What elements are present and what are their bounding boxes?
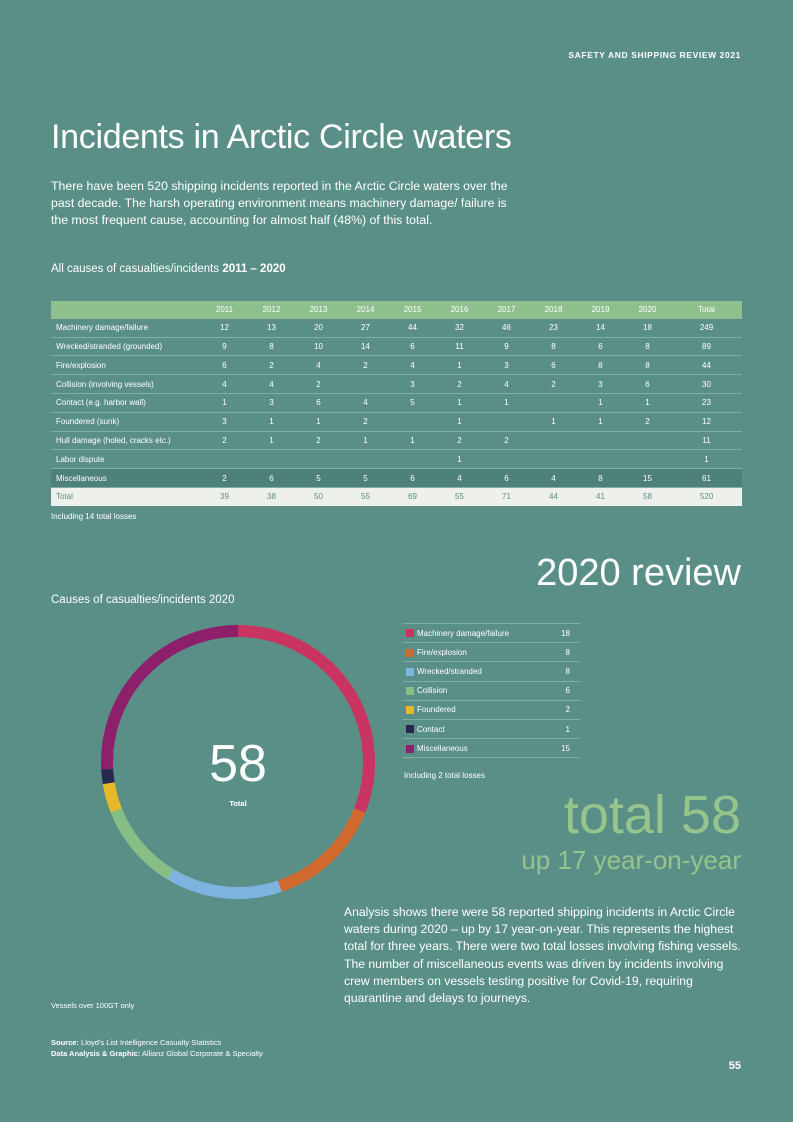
table-cell: 4: [551, 473, 556, 483]
donut-slice: [107, 769, 109, 783]
table-row: [51, 356, 742, 375]
table-cell: 1: [704, 454, 709, 464]
total-row-label: Total: [56, 492, 73, 502]
table-cell: 3: [598, 379, 603, 389]
table-cell: 11: [455, 341, 464, 351]
table-cell: 2: [363, 360, 368, 370]
table-cell: 30: [702, 379, 711, 389]
analysis-paragraph: Analysis shows there were 58 reported shipping incidents in Arctic Circle waters during 2020 – up by 17 year-on-year. This represents the highest total for three years. There were two total losses involving fishing vessels. The number of miscellaneous events was driven by incidents involving crew members on vessels testing positive for Covid-19, requiring quarantine and delays to journeys.: [344, 905, 741, 1006]
donut-slice: [280, 810, 360, 886]
table-cell: 6: [410, 341, 415, 351]
row-label: Contact (e.g. harbor wall): [56, 398, 146, 408]
column-header: 2014: [356, 305, 375, 315]
table-cell: 44: [702, 360, 711, 370]
page-number: 55: [728, 1060, 741, 1072]
table-cell: [295, 450, 342, 469]
table-cell: 6: [504, 473, 509, 483]
table-cell: 1: [598, 417, 603, 427]
table-cell: 2: [316, 435, 321, 445]
legend-label: Foundered: [417, 700, 552, 719]
source-line: [51, 1037, 263, 1048]
total-cell: 44: [549, 492, 558, 502]
legend-swatch-cell: [403, 700, 417, 719]
table-cell: 8: [645, 341, 650, 351]
legend-item: [403, 719, 580, 738]
table-cell: [342, 375, 389, 394]
legend-swatch-cell: [403, 681, 417, 700]
header-tag: SAFETY AND SHIPPING REVIEW 2021: [568, 50, 741, 60]
table-cell: [389, 412, 436, 431]
legend-swatch: [406, 745, 414, 753]
legend-swatch-cell: [403, 739, 417, 758]
column-header: 2019: [591, 305, 610, 315]
legend-item: [403, 681, 580, 700]
casualties-table: [51, 301, 742, 506]
table-cell: [530, 393, 577, 412]
table-cell: 1: [410, 435, 415, 445]
table-cell: 4: [410, 360, 415, 370]
total-cell: 55: [361, 492, 370, 502]
table-title: [51, 263, 286, 275]
table-cell: 1: [598, 398, 603, 408]
table-cell: 23: [549, 323, 558, 333]
table-cell: 1: [645, 398, 650, 408]
column-header: 2018: [544, 305, 563, 315]
legend-value: 18: [552, 624, 580, 643]
page-title: Incidents in Arctic Circle waters: [51, 118, 512, 156]
table-cell: 2: [504, 435, 509, 445]
table-cell: 1: [457, 360, 462, 370]
table-cell: 1: [316, 417, 321, 427]
total-cell: 58: [643, 492, 652, 502]
table-cell: 46: [502, 323, 511, 333]
legend-swatch: [406, 706, 414, 714]
total-cell: 71: [502, 492, 511, 502]
table-cell: 1: [457, 454, 462, 464]
table-cell: 1: [363, 435, 368, 445]
source-label: Source:: [51, 1038, 79, 1047]
legend-item: [403, 700, 580, 719]
table-cell: 8: [598, 473, 603, 483]
table-cell: 6: [222, 360, 227, 370]
column-header: 2012: [262, 305, 281, 315]
row-label: Machinery damage/failure: [56, 323, 149, 333]
column-header-label: [51, 301, 201, 319]
table-cell: 6: [316, 398, 321, 408]
total-cell: 38: [267, 492, 276, 502]
legend-label: Contact: [417, 719, 552, 738]
table-row: [51, 393, 742, 412]
legend-value: 15: [552, 739, 580, 758]
table-row: [51, 450, 742, 469]
table-cell: [530, 431, 577, 450]
column-header: 2016: [450, 305, 469, 315]
table-cell: [483, 450, 530, 469]
table-cell: 4: [504, 379, 509, 389]
analysis-credit-label: Data Analysis & Graphic:: [51, 1049, 141, 1058]
table-cell: 6: [410, 473, 415, 483]
legend-label: Machinery damage/failure: [417, 624, 552, 643]
analysis-credit-line: [51, 1048, 263, 1059]
column-header: 2011: [215, 305, 234, 315]
table-cell: 6: [551, 360, 556, 370]
total-cell: 55: [455, 492, 464, 502]
row-label: Foundered (sunk): [56, 417, 120, 427]
legend-value: 6: [552, 681, 580, 700]
table-cell: 2: [269, 360, 274, 370]
table-cell: 14: [596, 323, 605, 333]
legend-swatch: [406, 668, 414, 676]
table-cell: 15: [643, 473, 652, 483]
table-cell: 2: [222, 435, 227, 445]
intro-paragraph: There have been 520 shipping incidents reported in the Arctic Circle waters over the past decade. The harsh operating environment means machinery damage/ failure is the most frequent cause, accounting for almost half (48%) of this total.: [51, 179, 508, 227]
table-cell: 12: [220, 323, 229, 333]
legend-swatch: [406, 725, 414, 733]
table-cell: 3: [222, 417, 227, 427]
row-label: Wrecked/stranded (grounded): [56, 341, 163, 351]
source-text: Lloyd's List Intelligence Casualty Statistics: [78, 1038, 222, 1047]
row-label: Miscellaneous: [56, 473, 107, 483]
table-cell: 32: [455, 323, 464, 333]
row-label: Hull damage (holed, cracks etc.): [56, 435, 171, 445]
legend-item: [403, 739, 580, 758]
table-cell: 1: [457, 398, 462, 408]
table-cell: 8: [551, 341, 556, 351]
legend-value: 1: [552, 719, 580, 738]
table-cell: [248, 450, 295, 469]
legend-value: 8: [552, 643, 580, 662]
table-cell: 8: [645, 360, 650, 370]
table-cell: 2: [222, 473, 227, 483]
column-header: Total: [698, 305, 715, 315]
vessels-note: Vessels over 100GT only: [51, 1001, 135, 1010]
table-cell: 2: [645, 417, 650, 427]
table-cell: 11: [702, 435, 711, 445]
table-cell: 89: [702, 341, 711, 351]
table-cell: 12: [702, 417, 711, 427]
table-cell: 13: [267, 323, 276, 333]
table-cell: 10: [314, 341, 323, 351]
table-cell: 8: [269, 341, 274, 351]
table-cell: [342, 450, 389, 469]
legend-label: Fire/explosion: [417, 643, 552, 662]
table-cell: 249: [699, 323, 714, 333]
table-cell: 6: [645, 379, 650, 389]
legend-swatch-cell: [403, 624, 417, 643]
legend-swatch-cell: [403, 719, 417, 738]
table-row: [51, 337, 742, 356]
table-cell: 23: [702, 398, 711, 408]
legend-value: 8: [552, 662, 580, 681]
table-cell: 1: [457, 417, 462, 427]
legend-item: [403, 624, 580, 643]
legend-item: [403, 662, 580, 681]
table-cell: 4: [222, 379, 227, 389]
column-header: 2017: [497, 305, 516, 315]
table-header-row: [51, 301, 742, 319]
table-cell: 5: [316, 473, 321, 483]
table-cell: 6: [269, 473, 274, 483]
table-cell: 3: [269, 398, 274, 408]
table-cell: [577, 450, 624, 469]
table-cell: 1: [504, 398, 509, 408]
donut-slice: [116, 810, 170, 874]
table-cell: [389, 450, 436, 469]
table-cell: [624, 450, 671, 469]
big-total: total 58: [563, 785, 741, 845]
donut-slice: [170, 874, 279, 893]
donut-slice: [109, 783, 117, 810]
table-cell: [624, 431, 671, 450]
legend-swatch: [406, 649, 414, 657]
legend-swatch-cell: [403, 643, 417, 662]
total-cell: 69: [408, 492, 417, 502]
table-cell: 1: [269, 417, 274, 427]
table-cell: 27: [361, 323, 370, 333]
legend-label: Wrecked/stranded: [417, 662, 552, 681]
table-cell: 2: [551, 379, 556, 389]
table-cell: 14: [361, 341, 370, 351]
total-cell: 41: [596, 492, 605, 502]
table-cell: 1: [551, 417, 556, 427]
table-cell: 2: [316, 379, 321, 389]
legend-item: [403, 643, 580, 662]
table-cell: 9: [504, 341, 509, 351]
table-row: [51, 319, 742, 337]
legend-label: Collision: [417, 681, 552, 700]
table-cell: 3: [410, 379, 415, 389]
donut-chart-title: Causes of casualties/incidents 2020: [51, 594, 235, 606]
table-cell: 4: [363, 398, 368, 408]
table-cell: 5: [363, 473, 368, 483]
table-cell: 6: [598, 341, 603, 351]
review-title: 2020 review: [536, 552, 741, 594]
table-title-years: 2011 – 2020: [222, 263, 286, 275]
table-cell: 8: [598, 360, 603, 370]
total-cell: 520: [699, 492, 714, 502]
column-header: 2013: [309, 305, 328, 315]
table-row: [51, 412, 742, 431]
table-cell: 4: [457, 473, 462, 483]
total-cell: 39: [220, 492, 229, 502]
legend-value: 2: [552, 700, 580, 719]
table-total-row: [51, 487, 742, 505]
table-cell: 1: [269, 435, 274, 445]
table-cell: 9: [222, 341, 227, 351]
donut-center-label: Total: [229, 799, 247, 808]
table-cell: 1: [222, 398, 227, 408]
legend-swatch-cell: [403, 662, 417, 681]
donut-center-value: 58: [209, 735, 267, 793]
column-header: 2015: [403, 305, 422, 315]
row-label: Fire/explosion: [56, 360, 106, 370]
column-header: 2020: [638, 305, 657, 315]
table-cell: 4: [269, 379, 274, 389]
table-row: [51, 469, 742, 488]
table-cell: 2: [457, 435, 462, 445]
table-row: [51, 375, 742, 394]
row-label: Collision (involving vessels): [56, 379, 154, 389]
donut-legend: [403, 623, 580, 758]
table-cell: 4: [316, 360, 321, 370]
analysis-credit-text: Allianz Global Corporate & Specialty: [140, 1049, 263, 1058]
legend-label: Miscellaneous: [417, 739, 552, 758]
table-cell: 18: [643, 323, 652, 333]
table-cell: 3: [504, 360, 509, 370]
big-total-subtitle: up 17 year-on-year: [521, 845, 741, 875]
source-credits: [51, 1037, 263, 1059]
table-cell: 20: [314, 323, 323, 333]
table-cell: 2: [457, 379, 462, 389]
donut-losses-note: Including 2 total losses: [404, 771, 485, 780]
total-cell: 50: [314, 492, 323, 502]
table-cell: 2: [363, 417, 368, 427]
legend-swatch: [406, 629, 414, 637]
table-cell: [577, 431, 624, 450]
legend-swatch: [406, 687, 414, 695]
table-title-prefix: All causes of casualties/incidents: [51, 263, 223, 275]
table-cell: 44: [408, 323, 417, 333]
row-label: Labor dispute: [56, 454, 105, 464]
table-losses-note: Including 14 total losses: [51, 512, 137, 521]
table-cell: [530, 450, 577, 469]
table-row: [51, 431, 742, 450]
table-cell: [483, 412, 530, 431]
table-cell: 61: [702, 473, 711, 483]
table-cell: 5: [410, 398, 415, 408]
table-cell: [201, 450, 248, 469]
